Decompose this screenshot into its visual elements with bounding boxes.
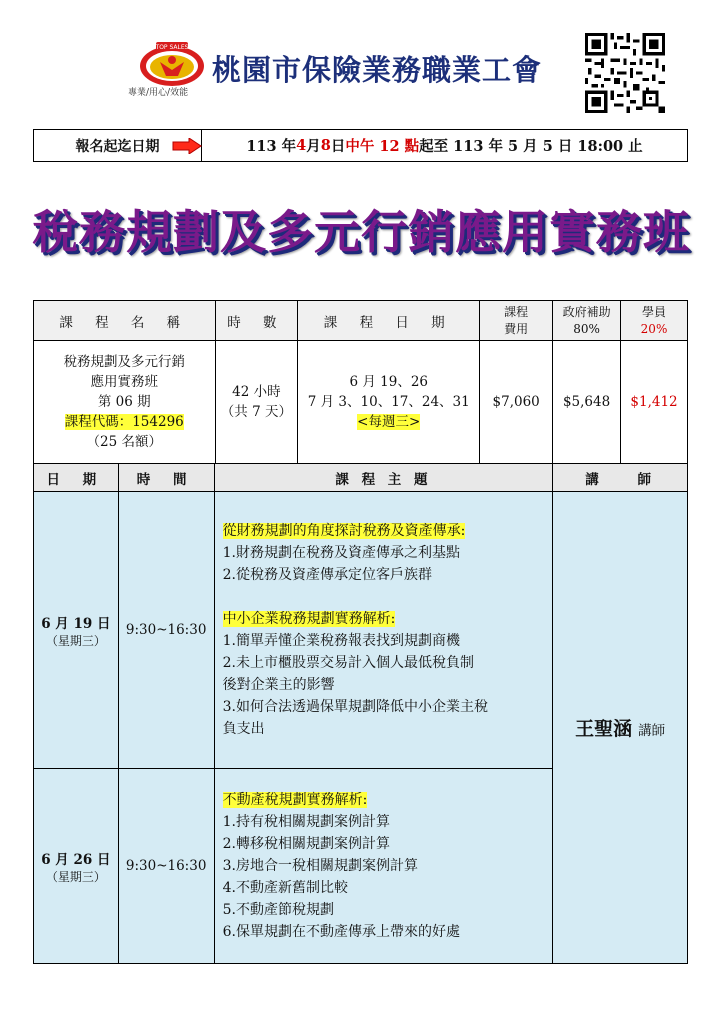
teacher-cell [553, 492, 688, 964]
header-hours: 時 數 [215, 301, 298, 341]
topic-heading: 從財務規劃的角度探討稅務及資產傳承: [222, 523, 466, 539]
dates-weekly: <每週三> [357, 414, 421, 430]
header-fee: 課程 費用 [480, 301, 553, 341]
gov-subsidy-cell: $5,648 [553, 341, 621, 464]
teacher-name: 王聖涵 [575, 718, 633, 740]
arrow-right-icon [172, 138, 202, 154]
session-date: 6 月 19 日 [41, 615, 111, 632]
course-name-line2: 應用實務班 [90, 374, 158, 390]
reg-part-end: 起至 113 年 5 月 5 日 18:00 止 [419, 138, 643, 155]
reg-part-month: 4 [296, 137, 307, 154]
topic-item: 3.房地合一稅相關規劃案例計算 [222, 858, 418, 874]
header-course-dates: 課 程 日 期 [298, 301, 480, 341]
course-quota: （25 名額） [86, 434, 162, 450]
hours-cell [215, 341, 298, 464]
reg-part-day: 8 [320, 137, 331, 154]
slogan: 專業/用心/效能 [128, 88, 189, 98]
session-time: 9:30~16:30 [118, 492, 214, 769]
fee-cell: $7,060 [480, 341, 553, 464]
topic-item: 6.保單規劃在不動產傳承上帶來的好處 [222, 924, 460, 940]
header-teacher: 講 師 [553, 464, 688, 492]
hours-total: 42 小時 [232, 384, 281, 400]
teacher-title: 講師 [638, 723, 666, 739]
topic-item: 1.財務規劃在稅務及資產傳承之利基點 [222, 545, 460, 561]
info-header-row [34, 301, 688, 341]
session-weekday: （星期三） [45, 869, 106, 884]
topic-item: 後對企業主的影響 [222, 677, 335, 693]
header-topic: 課 程 主 題 [214, 464, 553, 492]
course-title: 稅務規劃及多元行銷應用實務班 [32, 205, 690, 259]
course-term: 第 06 期 [97, 394, 151, 410]
course-info-table [33, 300, 688, 464]
topic-item: 2.未上市櫃股票交易計入個人最低稅負制 [222, 655, 474, 671]
topic-item: 1.持有稅相關規劃案例計算 [222, 814, 390, 830]
qr-code-icon[interactable] [585, 33, 665, 113]
student-share-cell: $1,412 [621, 341, 688, 464]
union-name: 桃園市保險業務職業工會 [212, 53, 543, 87]
logo-text: TOP SALES [155, 44, 189, 51]
topic-heading: 中小企業稅務規劃實務解析: [222, 611, 396, 627]
topic-item: 4.不動產新舊制比較 [222, 880, 348, 896]
header-gov-subsidy: 政府補助 80% [553, 301, 621, 341]
topic-item: 2.從稅務及資產傳承定位客戶族群 [222, 567, 432, 583]
course-name-cell [34, 341, 216, 464]
header-student-share: 學員 20% [621, 301, 688, 341]
registration-label-cell [34, 130, 202, 161]
topic-item: 1.簡單弄懂企業稅務報表找到規劃商機 [222, 633, 460, 649]
dates-cell [298, 341, 480, 464]
session-date-cell [34, 769, 119, 964]
dates-june: 6 月 19、26 [349, 374, 428, 390]
header-date: 日 期 [34, 464, 119, 492]
session-topic-cell [214, 492, 553, 769]
schedule-header-row [34, 464, 688, 492]
header-time: 時 間 [118, 464, 214, 492]
course-name-line1: 稅務規劃及多元行銷 [63, 354, 185, 370]
hours-days: （共 7 天） [220, 404, 292, 420]
registration-period-bar [33, 129, 688, 162]
reg-part-year: 113 年 [246, 138, 297, 155]
schedule-table [33, 463, 688, 964]
session-weekday: （星期三） [45, 633, 106, 648]
topic-item: 5.不動產節稅規劃 [222, 902, 334, 918]
info-data-row [34, 341, 688, 464]
session-topic-cell [214, 769, 553, 964]
registration-period [202, 130, 687, 161]
schedule-session-row [34, 492, 688, 769]
topic-item: 2.轉移稅相關規劃案例計算 [222, 836, 390, 852]
union-logo [138, 40, 206, 88]
topic-heading: 不動產稅規劃實務解析: [222, 792, 368, 808]
header-course-name: 課 程 名 稱 [34, 301, 216, 341]
topic-item: 3.如何合法透過保單規劃降低中小企業主稅 [222, 699, 488, 715]
course-code: 課程代碼：154296 [64, 414, 184, 430]
reg-part-time: 中午 12 點 [345, 138, 420, 155]
reg-part-day-unit: 日 [330, 138, 346, 155]
registration-label: 報名起迄日期 [75, 138, 160, 155]
session-date: 6 月 26 日 [41, 851, 111, 868]
session-date-cell [34, 492, 119, 769]
topic-item: 負支出 [222, 721, 265, 737]
reg-part-month-unit: 月 [306, 138, 321, 155]
dates-july: 7 月 3、10、17、24、31 [307, 394, 470, 410]
session-time: 9:30~16:30 [118, 769, 214, 964]
